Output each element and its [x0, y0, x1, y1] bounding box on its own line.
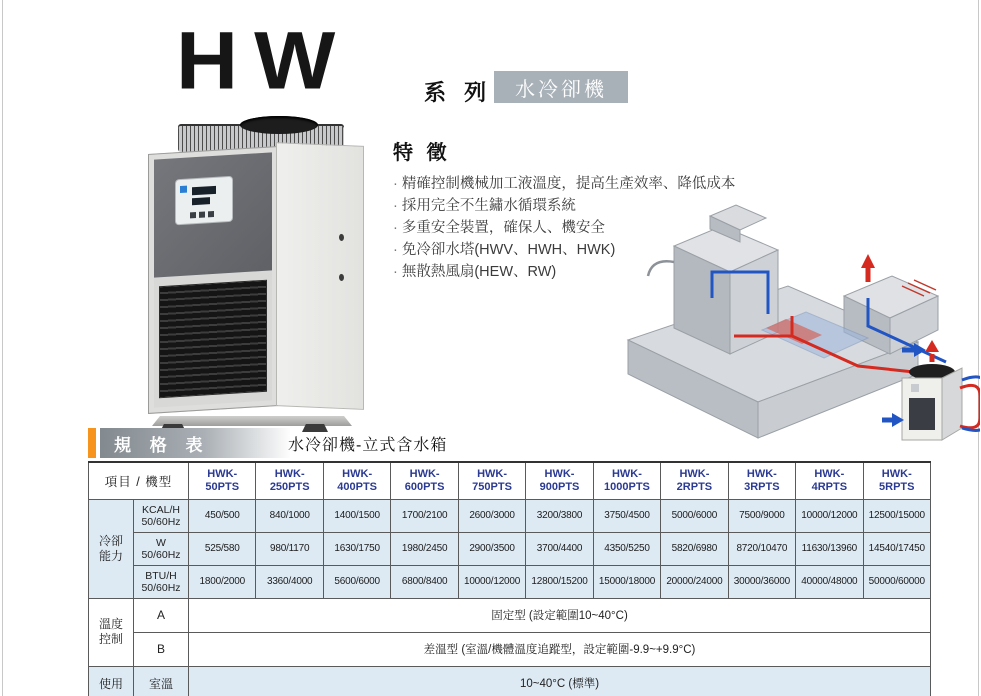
control-buttons — [190, 211, 216, 219]
cooling-btu-row — [89, 565, 931, 598]
model-line1: HWK- — [207, 467, 238, 480]
group-temp-control — [89, 598, 134, 666]
spec-value: 3360/4000 — [256, 565, 323, 598]
series-logo: HW — [176, 15, 352, 107]
spec-value: 3750/4500 — [593, 499, 660, 532]
cooling-w-row — [89, 532, 931, 565]
model-line1: HWK- — [679, 467, 710, 480]
air-grille — [159, 280, 267, 399]
model-line1: HWK- — [814, 467, 845, 480]
spec-value: 12800/15200 — [526, 565, 593, 598]
display-upper — [192, 186, 216, 195]
temp-control-b-value: 差溫型 (室溫/機體溫度追蹤型，設定範圍-9.9~+9.9°C) — [189, 632, 931, 666]
group-usage: 使用 — [89, 666, 134, 696]
usage-room-temp-row — [89, 666, 931, 696]
spec-value: 6800/8400 — [391, 565, 458, 598]
model-line1: HWK- — [881, 467, 912, 480]
spec-value: 8720/10470 — [728, 532, 795, 565]
model-line1: HWK- — [409, 467, 440, 480]
model-line1: HWK- — [477, 467, 508, 480]
bullet: · — [393, 264, 398, 280]
model-header — [256, 462, 323, 499]
model-header — [391, 462, 458, 499]
spec-value: 3200/3800 — [526, 499, 593, 532]
feature-text: 精確控制機械加工液溫度，提高生產效率、降低成本 — [401, 176, 736, 192]
model-line2: 4RPTS — [811, 480, 848, 493]
features-title: 特 徵 — [393, 142, 451, 164]
temp-control-a-value: 固定型 (設定範圍10~40°C) — [189, 598, 931, 632]
feature-text: 多重安全裝置，確保人、機安全 — [401, 220, 605, 236]
spec-value: 5820/6980 — [661, 532, 728, 565]
model-header — [593, 462, 660, 499]
spec-value: 3700/4400 — [526, 532, 593, 565]
model-line2: 3RPTS — [744, 480, 780, 493]
spec-value: 2900/3500 — [458, 532, 525, 565]
spec-value: 11630/13960 — [796, 532, 863, 565]
model-line1: HWK- — [274, 467, 305, 480]
spec-value: 14540/17450 — [863, 532, 930, 565]
spec-value: 30000/36000 — [728, 565, 795, 598]
spec-value: 40000/48000 — [796, 565, 863, 598]
usage-room-temp-value: 10~40°C (標準) — [189, 666, 931, 696]
display-lower — [192, 197, 210, 205]
group-line2: 能力 — [98, 548, 123, 563]
model-header — [863, 462, 930, 499]
page-left-border — [2, 0, 3, 696]
unit-line2: 50/60Hz — [141, 515, 181, 528]
model-header — [323, 462, 390, 499]
bullet: · — [393, 176, 398, 192]
section-title: 規 格 表 — [100, 428, 290, 458]
model-line1: HWK- — [342, 467, 373, 480]
corner-header: 項目 / 機型 — [89, 462, 189, 499]
series-label: 系 列 — [424, 80, 493, 105]
section-subtitle: 水冷卻機-立式含水箱 — [288, 437, 448, 454]
spec-value: 840/1000 — [256, 499, 323, 532]
side-face — [276, 142, 364, 410]
model-line2: 5RPTS — [879, 480, 915, 493]
row-label-b: B — [134, 632, 189, 666]
feature-item — [393, 173, 813, 195]
spec-value: 4350/5250 — [593, 532, 660, 565]
model-line2: 1000PTS — [604, 480, 650, 493]
model-line1: HWK- — [544, 467, 575, 480]
spec-value: 5600/6000 — [323, 565, 390, 598]
model-header — [728, 462, 795, 499]
control-panel — [175, 176, 233, 226]
model-line2: 2RPTS — [676, 480, 713, 493]
table-header-row — [89, 462, 931, 499]
spec-value: 12500/15000 — [863, 499, 930, 532]
model-header — [661, 462, 728, 499]
model-line1: HWK- — [611, 467, 642, 480]
bullet: · — [393, 198, 398, 214]
brand-logo — [180, 186, 187, 193]
group-line1: 溫度 — [98, 617, 123, 631]
unit-label — [134, 532, 189, 565]
model-header — [189, 462, 256, 499]
screw-dot — [339, 234, 344, 241]
spec-value: 7500/9000 — [728, 499, 795, 532]
cooling-kcal-row — [89, 499, 931, 532]
top-fan — [240, 116, 318, 134]
spec-value: 980/1170 — [256, 532, 323, 565]
unit-line1: W — [156, 536, 166, 549]
spec-value: 10000/12000 — [458, 565, 525, 598]
spec-value: 20000/24000 — [661, 565, 728, 598]
model-line2: 400PTS — [337, 480, 378, 493]
product-photo — [142, 116, 368, 422]
model-line1: HWK- — [746, 467, 777, 480]
unit-line2: 50/60Hz — [141, 581, 181, 594]
model-line2: 50PTS — [205, 480, 240, 493]
temp-control-b-row — [89, 632, 931, 666]
row-label-room-temp: 室溫 — [134, 666, 189, 696]
group-line2: 控制 — [98, 632, 123, 646]
feature-text: 無散熱風扇(HEW、RW) — [401, 264, 557, 280]
spec-value: 10000/12000 — [796, 499, 863, 532]
model-header — [458, 462, 525, 499]
model-header — [796, 462, 863, 499]
spec-value: 50000/60000 — [863, 565, 930, 598]
spec-value: 1700/2100 — [391, 499, 458, 532]
spec-value: 525/580 — [189, 532, 256, 565]
model-line2: 600PTS — [404, 480, 445, 493]
group-line1: 冷卻 — [98, 533, 123, 548]
spec-value: 15000/18000 — [593, 565, 660, 598]
foot — [302, 424, 328, 432]
group-cooling-capacity — [89, 499, 134, 598]
model-line2: 750PTS — [472, 480, 512, 493]
model-line2: 900PTS — [539, 480, 580, 493]
spec-value: 2600/3000 — [458, 499, 525, 532]
section-accent-bar — [88, 428, 96, 458]
series-chip: 水冷卻機 — [494, 71, 628, 103]
front-face — [148, 146, 278, 414]
cooling-system-illustration — [616, 202, 980, 444]
feature-text: 免冷卻水塔(HWV、HWH、HWK) — [401, 242, 616, 258]
bullet: · — [393, 242, 398, 258]
screw-dot — [339, 274, 344, 281]
spec-value: 450/500 — [189, 499, 256, 532]
row-label-a: A — [134, 598, 189, 632]
model-header — [526, 462, 593, 499]
bullet: · — [393, 220, 398, 236]
model-line2: 250PTS — [269, 480, 310, 493]
unit-label — [134, 565, 189, 598]
temp-control-a-row — [89, 598, 931, 632]
unit-line1: KCAL/H — [142, 503, 180, 516]
spec-table — [88, 461, 931, 696]
unit-line1: BTU/H — [145, 569, 177, 582]
spec-value: 1980/2450 — [391, 532, 458, 565]
unit-label — [134, 499, 189, 532]
spec-value: 1400/1500 — [323, 499, 390, 532]
spec-value: 1630/1750 — [323, 532, 390, 565]
spec-value: 5000/6000 — [661, 499, 728, 532]
unit-line2: 50/60Hz — [141, 548, 181, 561]
spec-value: 1800/2000 — [189, 565, 256, 598]
feature-text: 採用完全不生鏽水循環系統 — [401, 198, 576, 214]
